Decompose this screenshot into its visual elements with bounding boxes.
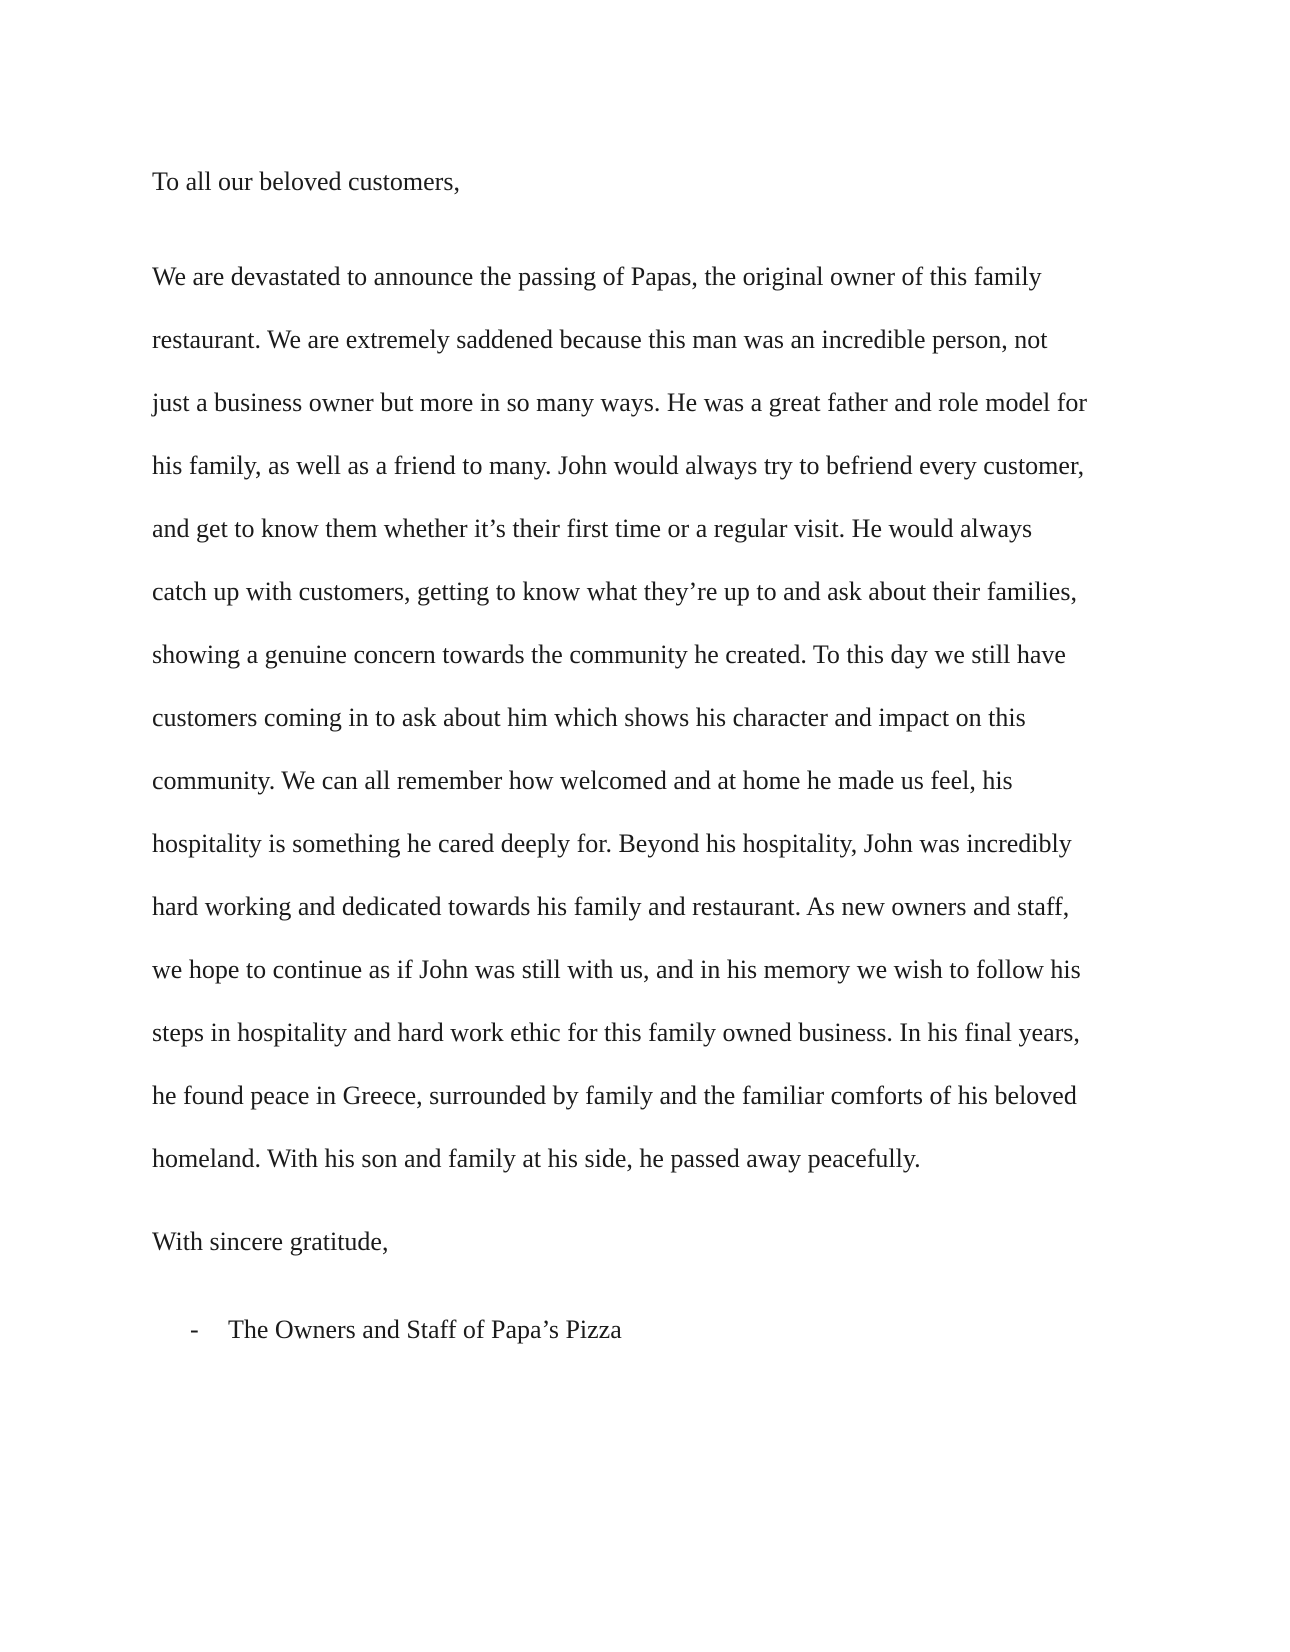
- body-line: and get to know them whether it’s their first time or a regular visit. He would always: [152, 514, 1033, 543]
- body-line: just a business owner but more in so many ways. He was a great father and role model for: [152, 388, 1088, 417]
- signature-text: The Owners and Staff of Papa’s Pizza: [228, 1315, 622, 1344]
- body-line: showing a genuine concern towards the community he created. To this day we still have: [152, 640, 1066, 669]
- greeting: To all our beloved customers,: [152, 167, 460, 196]
- body-line: restaurant. We are extremely saddened because this man was an incredible person, not: [152, 325, 1048, 354]
- body-line: catch up with customers, getting to know what they’re up to and ask about their families,: [152, 577, 1077, 606]
- body-line: customers coming in to ask about him which shows his character and impact on this: [152, 703, 1026, 732]
- body-line: hard working and dedicated towards his family and restaurant. As new owners and staff,: [152, 892, 1070, 921]
- body-line: we hope to continue as if John was still with us, and in his memory we wish to follow his: [152, 955, 1081, 984]
- body-line: hospitality is something he cared deeply for. Beyond his hospitality, John was incredibly: [152, 829, 1072, 858]
- body-line: We are devastated to announce the passing of Papas, the original owner of this family: [152, 262, 1042, 291]
- signature: [190, 1308, 622, 1352]
- body-line: he found peace in Greece, surrounded by family and the familiar comforts of his beloved: [152, 1081, 1077, 1110]
- body-line: his family, as well as a friend to many. John would always try to befriend every customer,: [152, 451, 1085, 480]
- body-paragraph: [152, 245, 1152, 1190]
- closing: With sincere gratitude,: [152, 1227, 389, 1256]
- signature-dash: -: [190, 1315, 199, 1344]
- body-line: community. We can all remember how welcomed and at home he made us feel, his: [152, 766, 1013, 795]
- body-line: homeland. With his son and family at his side, he passed away peacefully.: [152, 1144, 921, 1173]
- body-line: steps in hospitality and hard work ethic for this family owned business. In his final years,: [152, 1018, 1080, 1047]
